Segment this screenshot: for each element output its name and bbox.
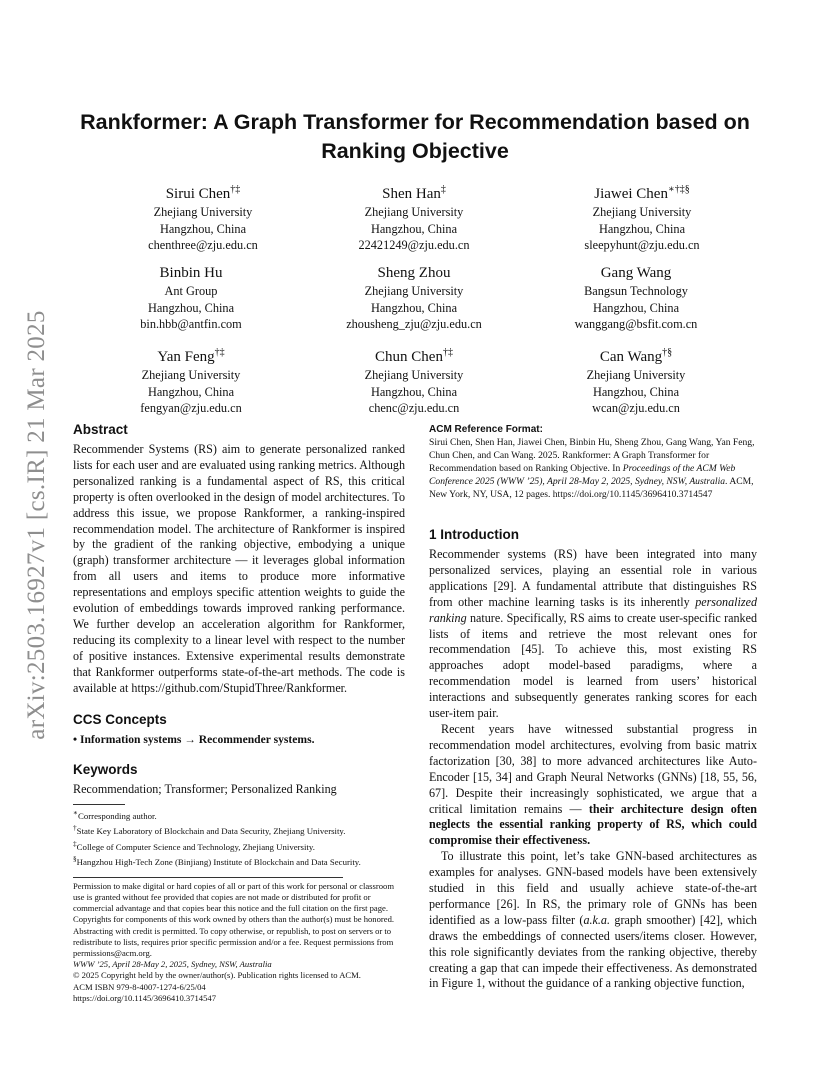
conference-venue: WWW ’25, April 28-May 2, 2025, Sydney, NSW, Australia bbox=[73, 959, 272, 970]
copyright-notice: © 2025 Copyright held by the owner/author(s). Publication rights licensed to ACM. bbox=[73, 970, 361, 981]
footnote: ‡College of Computer Science and Technology, Zhejiang University. bbox=[73, 838, 315, 852]
author-email[interactable]: fengyan@zju.edu.cn bbox=[140, 401, 242, 415]
author-block bbox=[299, 180, 529, 254]
arxiv-stamp-text: arXiv:2503.16927v1 [cs.IR] 21 Mar 2025 bbox=[23, 310, 50, 740]
right-column bbox=[429, 421, 757, 992]
keywords-text: Recommendation; Transformer; Personalized Ranking bbox=[73, 782, 337, 797]
author-email[interactable]: wanggang@bsfit.com.cn bbox=[574, 317, 698, 331]
author-location: Hangzhou, China bbox=[370, 300, 458, 315]
abstract-heading: Abstract bbox=[73, 422, 128, 437]
intro-heading: 1 Introduction bbox=[429, 527, 519, 542]
permission-divider bbox=[73, 877, 343, 878]
intro-paragraph: Recommender systems (RS) have been integrated into many personalized services, playing an essential role in various applications [29]. A fundamental attribute that distinguishes RS from other machine learning tasks is its inherently personalized ranking nature. Specifically, RS aims to create user-specific ranked lists of items and retrieve the most relevant ones for recommendation [45]. To achieve this, most existing RS approaches adopt model-based paradigms, where a recommendation model is learned from users’ historical interactions and subsequently generates ranking scores for each user-item pair. bbox=[429, 547, 757, 721]
author-block bbox=[76, 343, 306, 417]
ccs-text: • Information systems → Recommender systems. bbox=[73, 732, 315, 746]
author-name: Can Wang†§ bbox=[599, 347, 673, 365]
author-email[interactable]: 22421249@zju.edu.cn bbox=[358, 238, 470, 252]
author-block bbox=[521, 259, 751, 333]
author-email[interactable]: chenc@zju.edu.cn bbox=[368, 401, 460, 415]
author-affiliation: Zhejiang University bbox=[586, 368, 686, 382]
author-block bbox=[299, 343, 529, 417]
author-block bbox=[88, 180, 318, 254]
paper-title: Rankformer: A Graph Transformer for Recommendation based on Ranking Objective bbox=[80, 110, 750, 163]
author-block bbox=[299, 259, 529, 333]
author-name: Jiawei Chen∗†‡§ bbox=[594, 184, 690, 202]
permission-block bbox=[73, 881, 405, 1004]
author-email[interactable]: wcan@zju.edu.cn bbox=[592, 401, 680, 415]
abstract-text: Recommender Systems (RS) aim to generate personalized ranked lists for each user and are evaluated using ranking metrics. Although personalized ranking is a fundamental aspect of RS, this critical property is often overlooked in the design of model architectures. To address this issue, we propose Rankformer, a ranking-inspired recommendation model. The architecture of Rankformer is inspired by the gradient of the ranking objective, embodying a unique (graph) transformer architecture — it leverages global information from all users and items to produce more informative representations and employs specific attention weights to guide the evolution of embeddings towards improved ranking performance. We further develop an acceleration algorithm for Rankformer, reducing its complexity to a linear level with respect to the number of positive instances. Extensive experimental results demonstrate that Rankformer outperforms state-of-the-art methods. The code is available at https://github.com/StupidThree/Rankformer. bbox=[73, 442, 405, 695]
author-name: Shen Han‡ bbox=[382, 184, 446, 202]
left-column bbox=[73, 421, 405, 1004]
author-affiliation: Zhejiang University bbox=[364, 205, 464, 219]
author-location: Hangzhou, China bbox=[159, 221, 247, 236]
author-location: Hangzhou, China bbox=[370, 384, 458, 399]
author-affiliation: Zhejiang University bbox=[364, 368, 464, 382]
author-affiliation: Zhejiang University bbox=[592, 205, 692, 219]
author-location: Hangzhou, China bbox=[147, 384, 235, 399]
permission-text: Permission to make digital or hard copies of all or part of this work for personal or classroom use is granted without fee provided that copies are not made or distributed for profit or commercial advantage and that copies bear this notice and the full citation on the first page. Copyrights for components of this work owned by others than the author(s) must be honored. Abstracting with credit is permitted. To copy otherwise, or republish, to post on servers or to redistribute to lists, requires prior specific permission and/or a fee. Request permissions from permissions@acm.org. bbox=[73, 880, 395, 959]
author-block bbox=[76, 259, 306, 333]
author-affiliation: Zhejiang University bbox=[153, 205, 253, 219]
acm-ref-text: Sirui Chen, Shen Han, Jiawei Chen, Binbin Hu, Sheng Zhou, Gang Wang, Yan Feng, Chun Chen, and Can Wang. 2025. Rankformer: A Graph Transformer for Recommendation based on Ranking Objective. In Proceedings of the ACM Web Conference 2025 (WWW ’25), April 28-May 2, 2025, Sydney, NSW, Australia. ACM, New York, NY, USA, 12 pages. https://doi.org/10.1145/3696410.3714547 bbox=[429, 437, 755, 500]
author-name: Chun Chen†‡ bbox=[375, 347, 453, 365]
author-location: Hangzhou, China bbox=[598, 221, 686, 236]
acm-ref-heading: ACM Reference Format: bbox=[429, 424, 543, 435]
author-block bbox=[521, 343, 751, 417]
intro-paragraph: To illustrate this point, let’s take GNN-based architectures as examples for analyses. GNN-based models have been extensively studied in this field and usually achieve state-of-the-art performance [26]. In RS, the primary role of GNNs has been identified as a low-pass filter (a.k.a. graph smoother) [42], which draws the embeddings of connected users/items closer. However, this role significantly deviates from the ranking objective, thereby creating a gap that can impede their effectiveness. As demonstrated in Figure 1, without the guidance of a ranking objective function, bbox=[429, 849, 757, 991]
author-name: Gang Wang bbox=[600, 265, 672, 281]
isbn: ACM ISBN 979-8-4007-1274-6/25/04 bbox=[73, 981, 206, 992]
doi-link[interactable]: https://doi.org/10.1145/3696410.3714547 bbox=[73, 992, 216, 1003]
footnotes bbox=[73, 807, 405, 868]
author-affiliation: Zhejiang University bbox=[364, 284, 464, 298]
footnote: §Hangzhou High-Tech Zone (Binjiang) Institute of Blockchain and Data Security. bbox=[73, 853, 361, 867]
author-email[interactable]: bin.hbb@antfin.com bbox=[140, 317, 242, 331]
author-name: Yan Feng†‡ bbox=[157, 347, 225, 365]
author-name: Sheng Zhou bbox=[377, 265, 451, 281]
author-location: Hangzhou, China bbox=[370, 221, 458, 236]
footnote-divider bbox=[73, 804, 125, 805]
author-email[interactable]: sleepyhunt@zju.edu.cn bbox=[584, 238, 700, 252]
keywords-heading: Keywords bbox=[73, 762, 138, 778]
author-location: Hangzhou, China bbox=[147, 300, 235, 315]
footnote: †State Key Laboratory of Blockchain and Data Security, Zhejiang University. bbox=[73, 823, 346, 837]
author-location: Hangzhou, China bbox=[592, 300, 680, 315]
author-email[interactable]: zhousheng_zju@zju.edu.cn bbox=[346, 317, 482, 331]
arxiv-stamp bbox=[22, 290, 52, 760]
author-affiliation: Ant Group bbox=[164, 284, 218, 298]
author-affiliation: Zhejiang University bbox=[141, 368, 241, 382]
ccs-heading: CCS Concepts bbox=[73, 711, 167, 727]
author-location: Hangzhou, China bbox=[592, 384, 680, 399]
author-block bbox=[527, 180, 757, 254]
author-email[interactable]: chenthree@zju.edu.cn bbox=[148, 238, 258, 252]
author-name: Sirui Chen†‡ bbox=[165, 184, 241, 202]
intro-paragraph: Recent years have witnessed substantial progress in recommendation model architectures, evolving from basic matrix factorization [30, 38] to more advanced architectures like Auto-Encoder [15, 34] and Graph Neural Networks (GNNs) [18, 55, 56, 67]. Despite their increasingly sophisticated, we argue that a critical limitation remains — their architecture design often neglects the essential ranking property of RS, which could compromise their effectiveness. bbox=[429, 721, 757, 848]
footnote: ∗Corresponding author. bbox=[73, 808, 157, 822]
author-name: Binbin Hu bbox=[159, 265, 223, 281]
author-affiliation: Bangsun Technology bbox=[584, 284, 688, 298]
